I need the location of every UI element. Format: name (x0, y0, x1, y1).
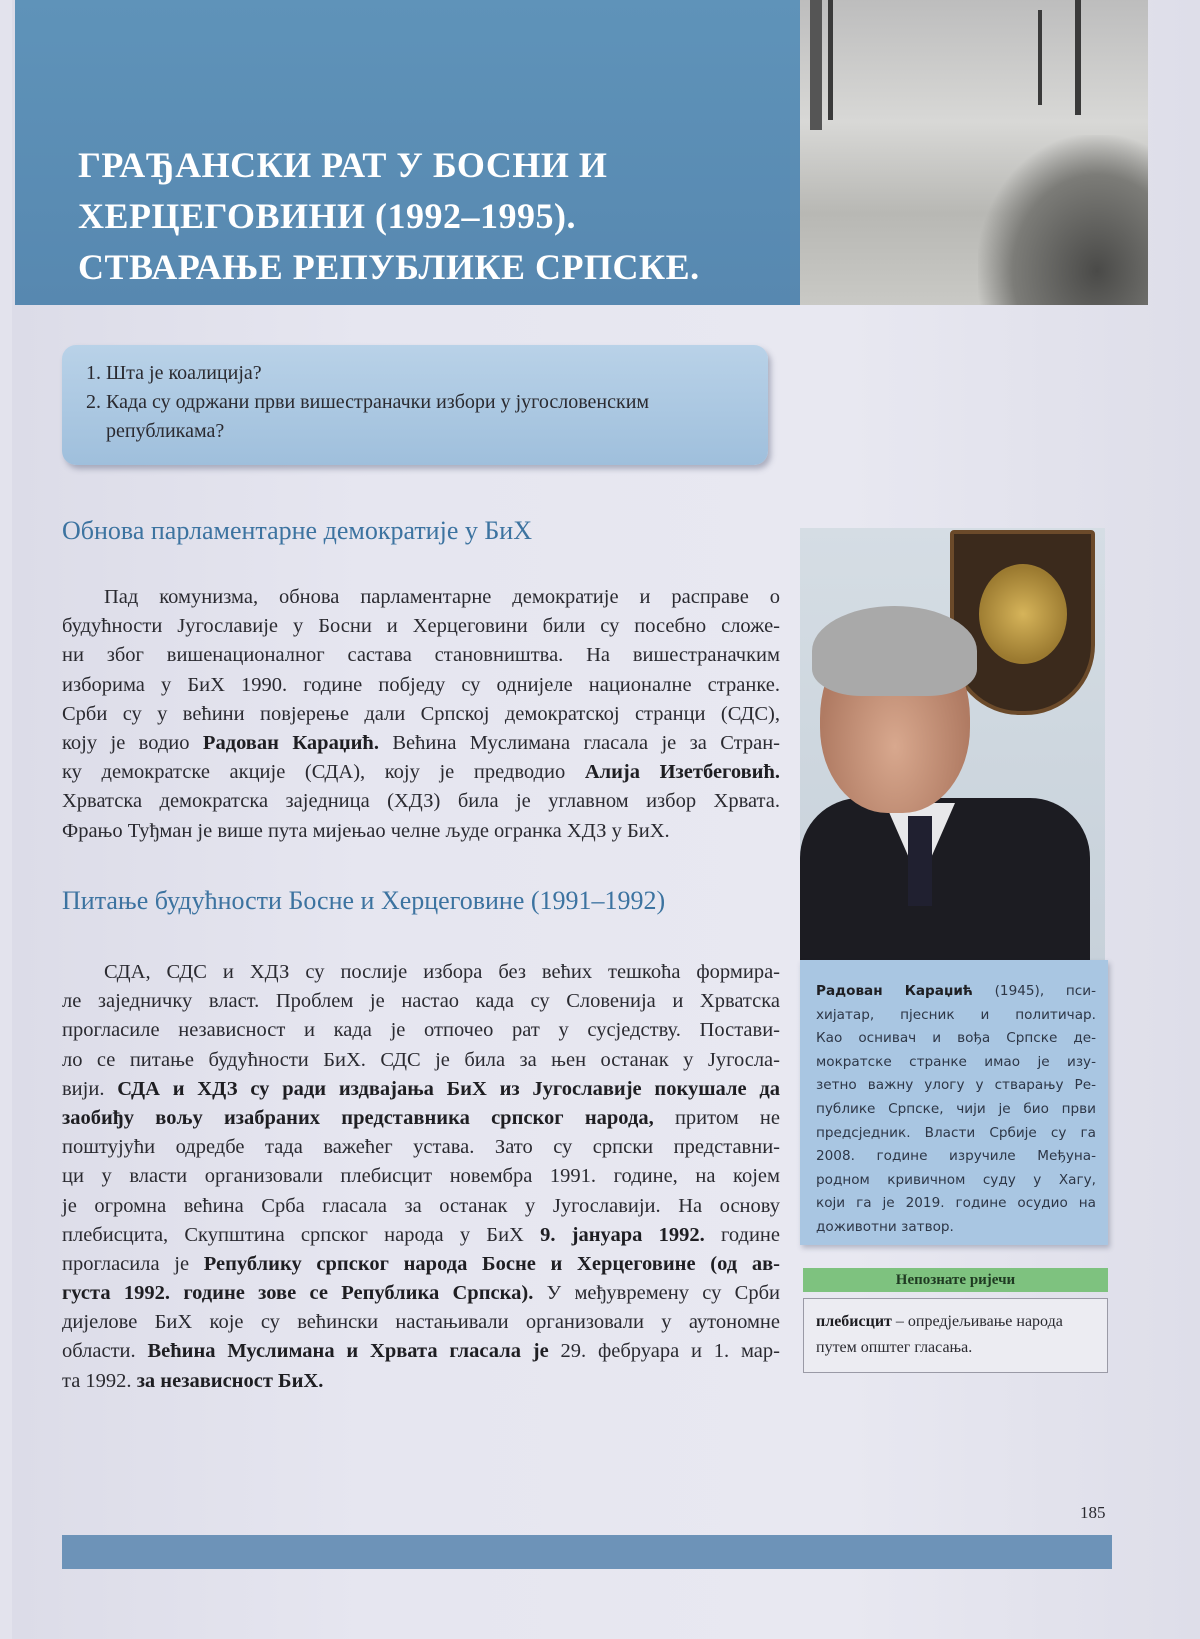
text-line (816, 1122, 1096, 1146)
text-line (62, 1162, 780, 1191)
text-line (816, 1074, 1096, 1098)
title-line: ГРАЂАНСКИ РАТ У БОСНИ И (78, 145, 608, 185)
text-line (62, 641, 780, 670)
text-line (62, 787, 780, 816)
text-segment: публике Српске, чији је био први (816, 1100, 1096, 1117)
text-segment: Пад комунизма, обнова парламентарне демократије и расправе о (104, 586, 780, 608)
text-segment: Већина Муслимана гласала је за Стран- (378, 731, 780, 754)
text-line (62, 1367, 780, 1396)
text-segment: 2008. године изручиле Међуна- (816, 1148, 1096, 1165)
text-segment: ку демократске акције (СДА), коју је предводио (62, 761, 585, 784)
text-line (62, 1221, 780, 1250)
bold-text: Радован Караџић (816, 983, 973, 999)
bold-text: 9. јануара 1992. (540, 1223, 705, 1246)
text-line (816, 1027, 1096, 1051)
bold-text: Већина Муслимана и Хрвата гласала је (147, 1340, 549, 1363)
text-line (62, 958, 780, 987)
text-segment: предсједник. Власти Србије су га (816, 1124, 1096, 1141)
text-segment: У међувремену су Срби (533, 1282, 780, 1305)
chapter-banner (15, 0, 800, 305)
vocabulary-term: плебисцит (816, 1313, 892, 1330)
text-line (816, 980, 1096, 1004)
text-line (816, 1192, 1096, 1216)
text-line (62, 758, 780, 787)
text-segment: вији. (62, 1077, 118, 1100)
text-segment: године (704, 1223, 780, 1246)
text-segment: родном кривичном суду у Хагу, (816, 1171, 1096, 1188)
section2-paragraph (62, 958, 780, 1396)
section-heading: Питање будућности Босне и Херцеговине (1991–1992) (62, 886, 666, 915)
bold-text: густа 1992. године зове се Република Српска). (62, 1282, 534, 1305)
text-segment: ци у власти организовали плебисцит новембра 1991. године, на којем (62, 1165, 780, 1188)
text-line (62, 1075, 780, 1104)
question-item: 1. Шта је коалиција? (106, 359, 748, 388)
text-line (62, 612, 780, 641)
text-line (62, 1016, 780, 1045)
text-segment: коју је водио (62, 731, 203, 754)
text-segment: СДА, СДС и ХДЗ су послије избора без већих тешкоћа формира- (104, 961, 780, 983)
review-questions-box (62, 345, 768, 465)
page-number: 185 (1080, 1503, 1106, 1522)
text-line (62, 1046, 780, 1075)
text-line (816, 1098, 1096, 1122)
text-segment: притом не (653, 1106, 780, 1129)
text-segment: који га је 2019. године осудио на (816, 1195, 1096, 1212)
text-line (62, 671, 780, 700)
text-segment: 29. фебруара и 1. мар- (548, 1340, 780, 1363)
bold-text: Алија Изетбеговић. (584, 761, 780, 784)
text-segment: доживотни затвор. (816, 1218, 954, 1235)
bold-text: заобиђу вољу изабраних представника српског народа, (62, 1106, 654, 1129)
text-segment: ни због вишенационалног састава становништва. На вишестраначким (62, 644, 780, 667)
text-line (62, 1308, 780, 1337)
text-segment: (1945), пси- (972, 983, 1096, 999)
text-line (816, 1145, 1096, 1169)
bold-text: СДА и ХДЗ су ради издвајања БиХ из Југославије покушале да (117, 1077, 780, 1100)
text-segment: прогласиле независност и када је отпочео рат у сусједству. Постави- (62, 1019, 780, 1042)
text-line (62, 1279, 780, 1308)
title-line: ХЕРЦЕГОВИНИ (1992–1995). (78, 196, 577, 236)
text-line (816, 1051, 1096, 1075)
chapter-title (78, 140, 700, 293)
portrait-caption (800, 960, 1108, 1245)
bold-text: за независност БиХ. (136, 1369, 324, 1392)
text-segment: хијатар, пјесник и политичар. (816, 1006, 1096, 1023)
text-segment: дијелове БиХ које су већински настањивали организовали у аутономне (62, 1311, 780, 1334)
text-segment: поштујући одредбе тада важећег устава. Зато су српски представни- (62, 1136, 780, 1159)
text-line (62, 1104, 780, 1133)
vocabulary-heading: Непознате ријечи (803, 1268, 1108, 1292)
coat-of-arms (950, 530, 1095, 715)
text-line (62, 817, 780, 846)
text-segment: Као оснивач и вођа Српске де- (816, 1030, 1096, 1047)
text-line (816, 1169, 1096, 1193)
title-line: СТВАРАЊЕ РЕПУБЛИКЕ СРПСКЕ. (78, 247, 700, 287)
text-segment: ло се питање будућности БиХ. СДС је била за њен останак у Југосла- (62, 1048, 780, 1071)
text-segment: Фрањо Туђман је више пута мијењао челне људе огранка ХДЗ у БиХ. (62, 819, 670, 842)
text-segment: области. (62, 1340, 148, 1363)
question-item: 2. Када су одржани први вишестраначки избори у југословенским републикама? (106, 388, 748, 446)
text-segment: зетно важну улогу у стварању Ре- (816, 1077, 1096, 1094)
vocabulary-box (803, 1298, 1108, 1373)
text-line (62, 1337, 780, 1366)
portrait-photo (800, 528, 1105, 960)
bold-text: Републику српског народа Босне и Херцеговине (од ав- (203, 1252, 780, 1275)
text-line (62, 729, 780, 758)
text-line (62, 700, 780, 729)
text-line (62, 1133, 780, 1162)
text-segment: та 1992. (62, 1369, 137, 1392)
vocabulary-definition: – опредјељивање народа путем општег гласања. (816, 1313, 1063, 1356)
text-line (816, 1216, 1096, 1240)
text-line (62, 1250, 780, 1279)
text-line (62, 987, 780, 1016)
text-segment: ле заједничку власт. Проблем је настао када су Словенија и Хрватска (62, 990, 780, 1013)
text-line (62, 1192, 780, 1221)
text-segment: прогласила је (62, 1252, 204, 1275)
text-segment: је огромна већина Срба гласала за останак у Југославији. На основу (62, 1194, 780, 1217)
bold-text: Радован Караџић. (202, 731, 379, 754)
text-line (816, 1004, 1096, 1028)
section1-paragraph (62, 583, 780, 846)
footer-bar (62, 1535, 1112, 1569)
text-segment: Срби су у већини повјерење дали Српској демократској странци (СДС), (62, 702, 780, 725)
text-line (62, 583, 780, 612)
text-segment: Хрватска демократска заједница (ХДЗ) била је углавном избор Хрвата. (62, 790, 780, 813)
section-heading: Обнова парламентарне демократије у БиХ (62, 516, 532, 545)
text-segment: плебисцита, Скупштина српског народа у БиХ (62, 1223, 541, 1246)
war-photo (800, 0, 1148, 305)
text-segment: мократске странке имао је изу- (816, 1053, 1096, 1070)
text-segment: изборима у БиХ 1990. године побједу су однијеле националне странке. (62, 673, 780, 696)
text-segment: будућности Југославије у Босни и Херцеговини били су посебно сложе- (62, 615, 780, 638)
